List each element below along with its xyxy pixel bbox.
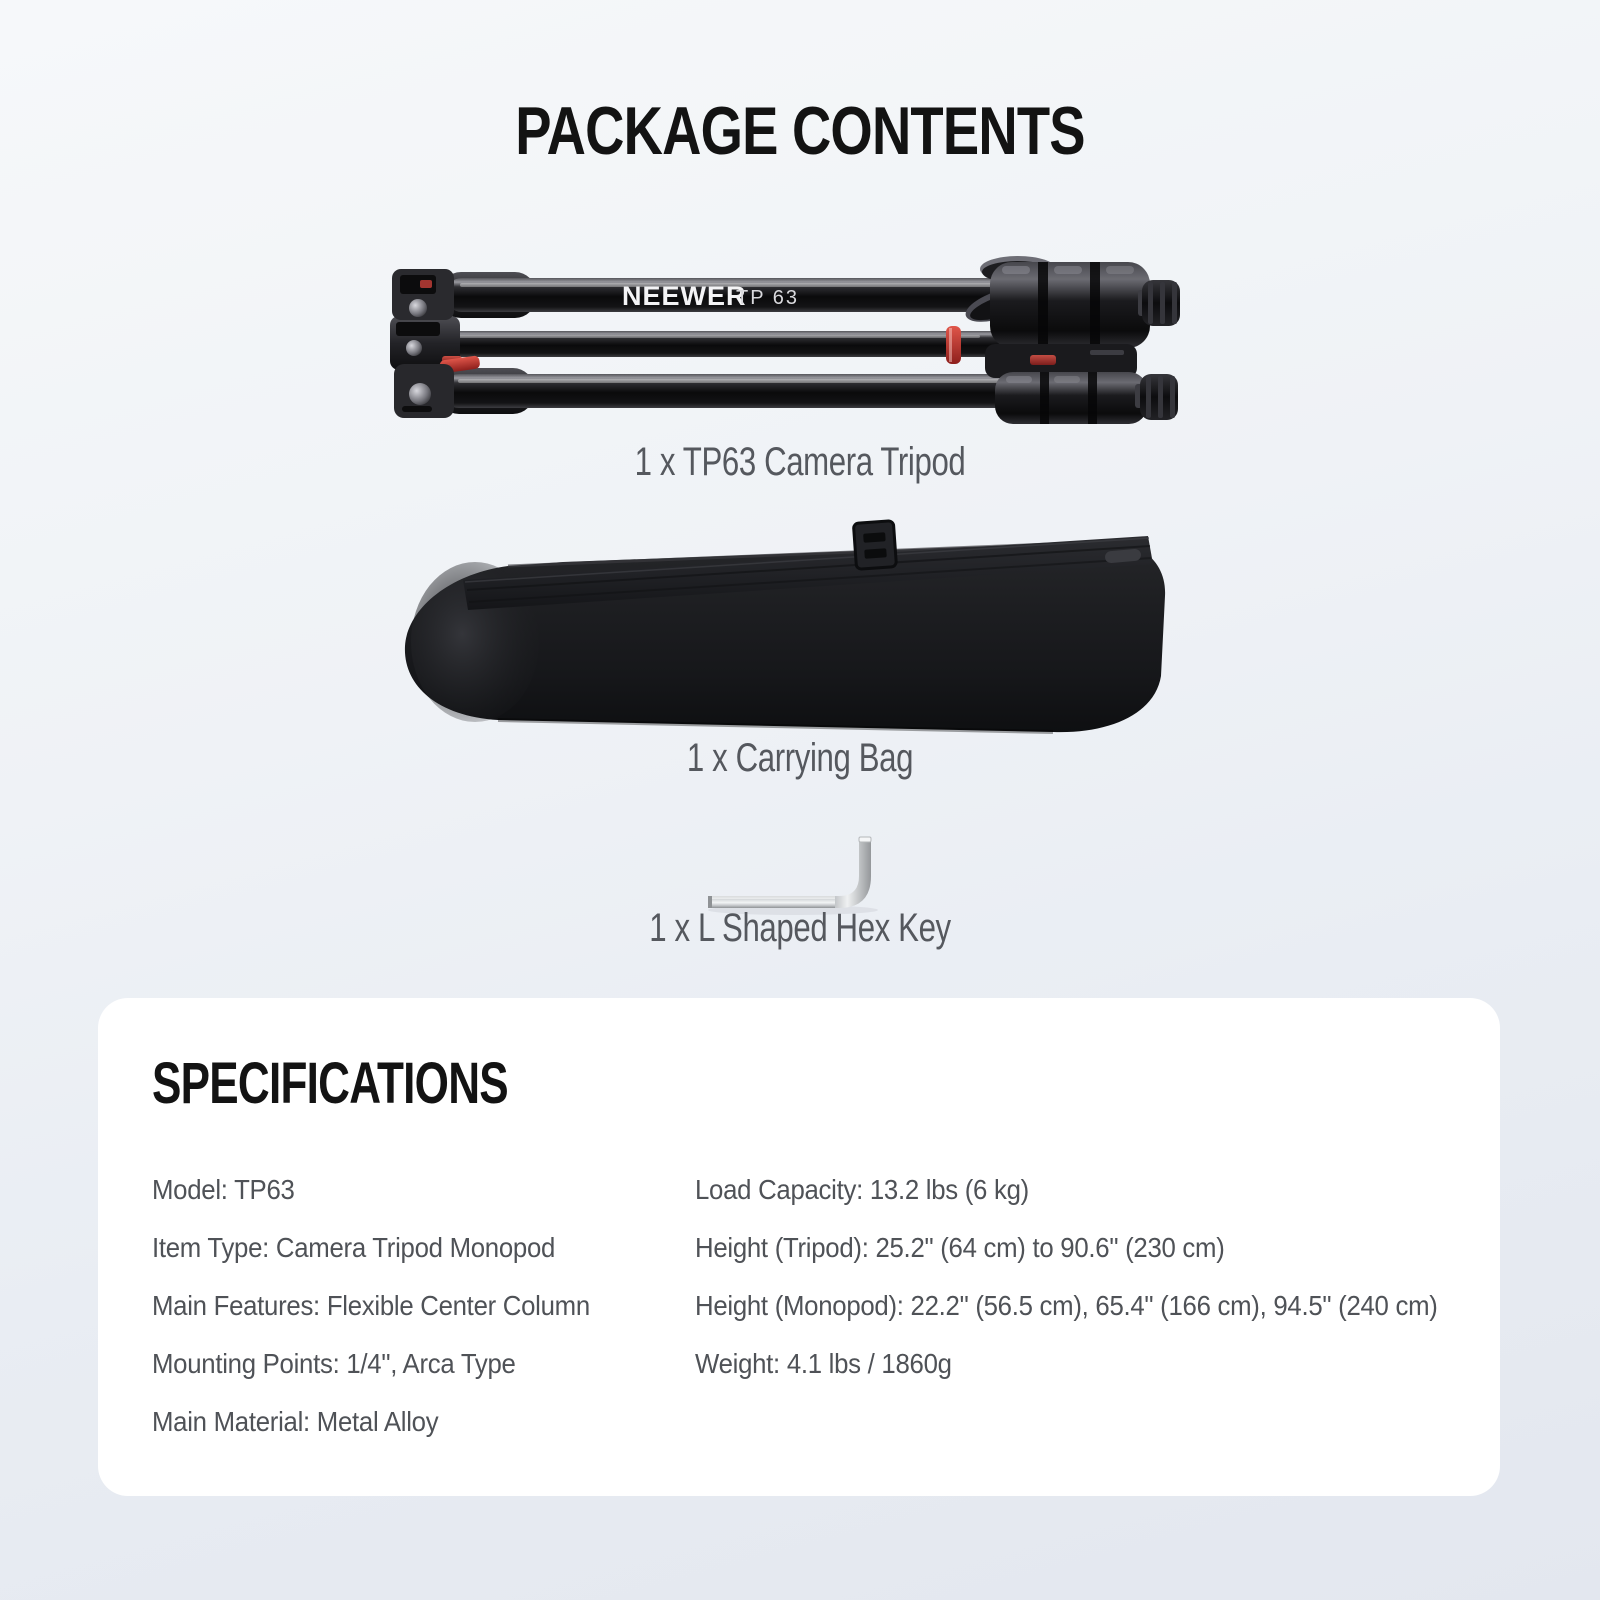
spec-row-item-type: Item Type: Camera Tripod Monopod	[152, 1232, 556, 1263]
carrying-bag-figure	[393, 518, 1183, 736]
carrying-bag-photo-illustration	[393, 518, 1183, 736]
spec-row-height-tripod: Height (Tripod): 25.2" (64 cm) to 90.6" (230 cm)	[695, 1232, 1225, 1263]
spec-column-right	[695, 1176, 1502, 1378]
item-caption-hex-key: 1 x L Shaped Hex Key	[649, 906, 951, 950]
spec-row-weight: Weight: 4.1 lbs / 1860g	[695, 1348, 952, 1379]
tripod-figure	[390, 256, 1180, 428]
item-caption-tripod: 1 x TP63 Camera Tripod	[634, 440, 966, 484]
spec-row-height-monopod: Height (Monopod): 22.2" (56.5 cm), 65.4" (166 cm), 94.5" (240 cm)	[695, 1290, 1438, 1321]
spec-row-load-capacity: Load Capacity: 13.2 lbs (6 kg)	[695, 1174, 1029, 1205]
spec-row-main-material: Main Material: Metal Alloy	[152, 1406, 439, 1437]
specifications-card	[98, 998, 1500, 1496]
spec-row-main-features: Main Features: Flexible Center Column	[152, 1290, 590, 1321]
page-title: PACKAGE CONTENTS	[515, 93, 1085, 169]
tripod-photo-illustration	[390, 256, 1180, 428]
spec-row-mounting-points: Mounting Points: 1/4", Arca Type	[152, 1348, 516, 1379]
model-label-text: TP 63	[736, 287, 799, 309]
specifications-heading: SPECIFICATIONS	[152, 1051, 508, 1116]
spec-row-model: Model: TP63	[152, 1174, 295, 1205]
spec-column-left	[152, 1176, 628, 1436]
item-caption-carrying-bag: 1 x Carrying Bag	[686, 736, 914, 780]
brand-logo-text: NEEWER	[622, 281, 747, 311]
